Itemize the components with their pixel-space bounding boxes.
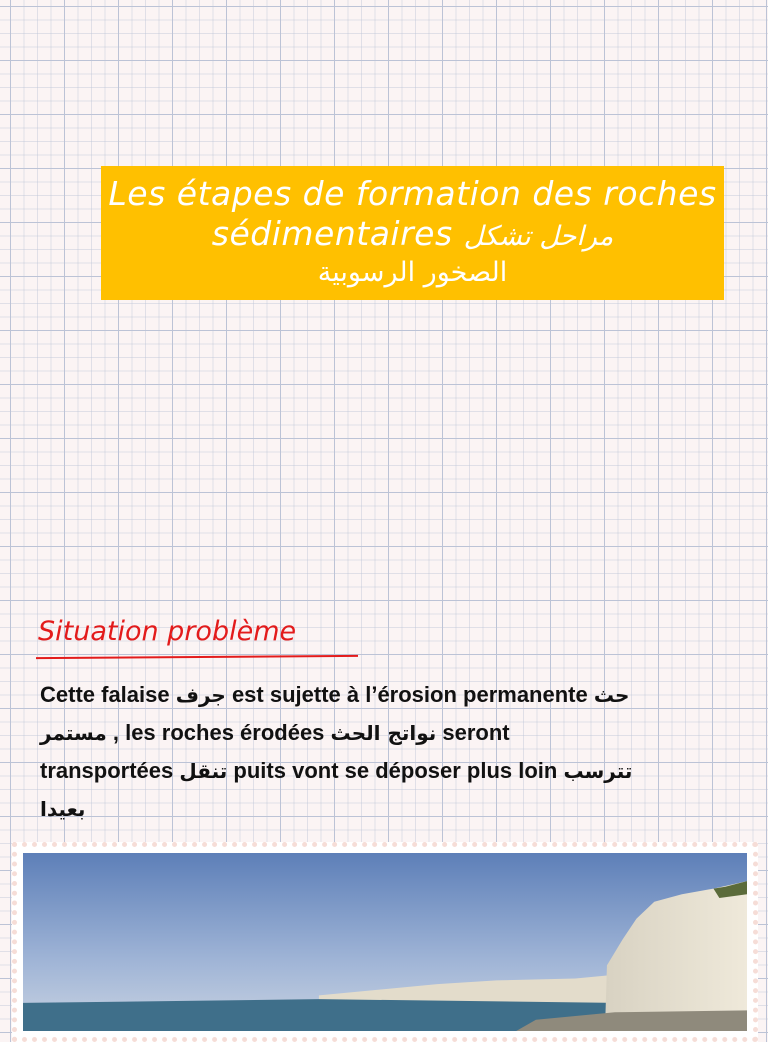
arabic-term-deposit: تترسب بعيدا [40, 759, 633, 821]
title-text [101, 174, 724, 255]
cliff-photo-frame [12, 842, 758, 1042]
title-arabic-part1: مراحل تشكل [463, 221, 614, 252]
paragraph-text-5: puits vont se déposer plus loin [227, 758, 564, 783]
title-banner [101, 166, 724, 300]
title-arabic-part2: الصخور الرسوبية [317, 257, 508, 288]
cliff-illustration [23, 853, 747, 1031]
paragraph-text-1: Cette falaise [40, 682, 176, 707]
paragraph-text-3: , les roches érodées [106, 720, 331, 745]
paragraph-text-4: seront transportées [40, 720, 510, 783]
section-heading: Situation problème [38, 616, 297, 647]
title-french: Les étapes de formation des roches sédimentaires [108, 174, 717, 253]
arabic-term-cliff: جرف [175, 683, 226, 707]
section-heading-underline [36, 655, 358, 659]
arabic-term-erosion-products: نواتج الحث [330, 721, 437, 745]
cliff-photo [23, 853, 747, 1031]
arabic-term-transport: تنقل [179, 759, 228, 783]
problem-paragraph [40, 676, 640, 828]
paragraph-text-2: est sujette à l’érosion permanente [225, 682, 594, 707]
arabic-term-erosion: حث مستمر [40, 683, 630, 745]
